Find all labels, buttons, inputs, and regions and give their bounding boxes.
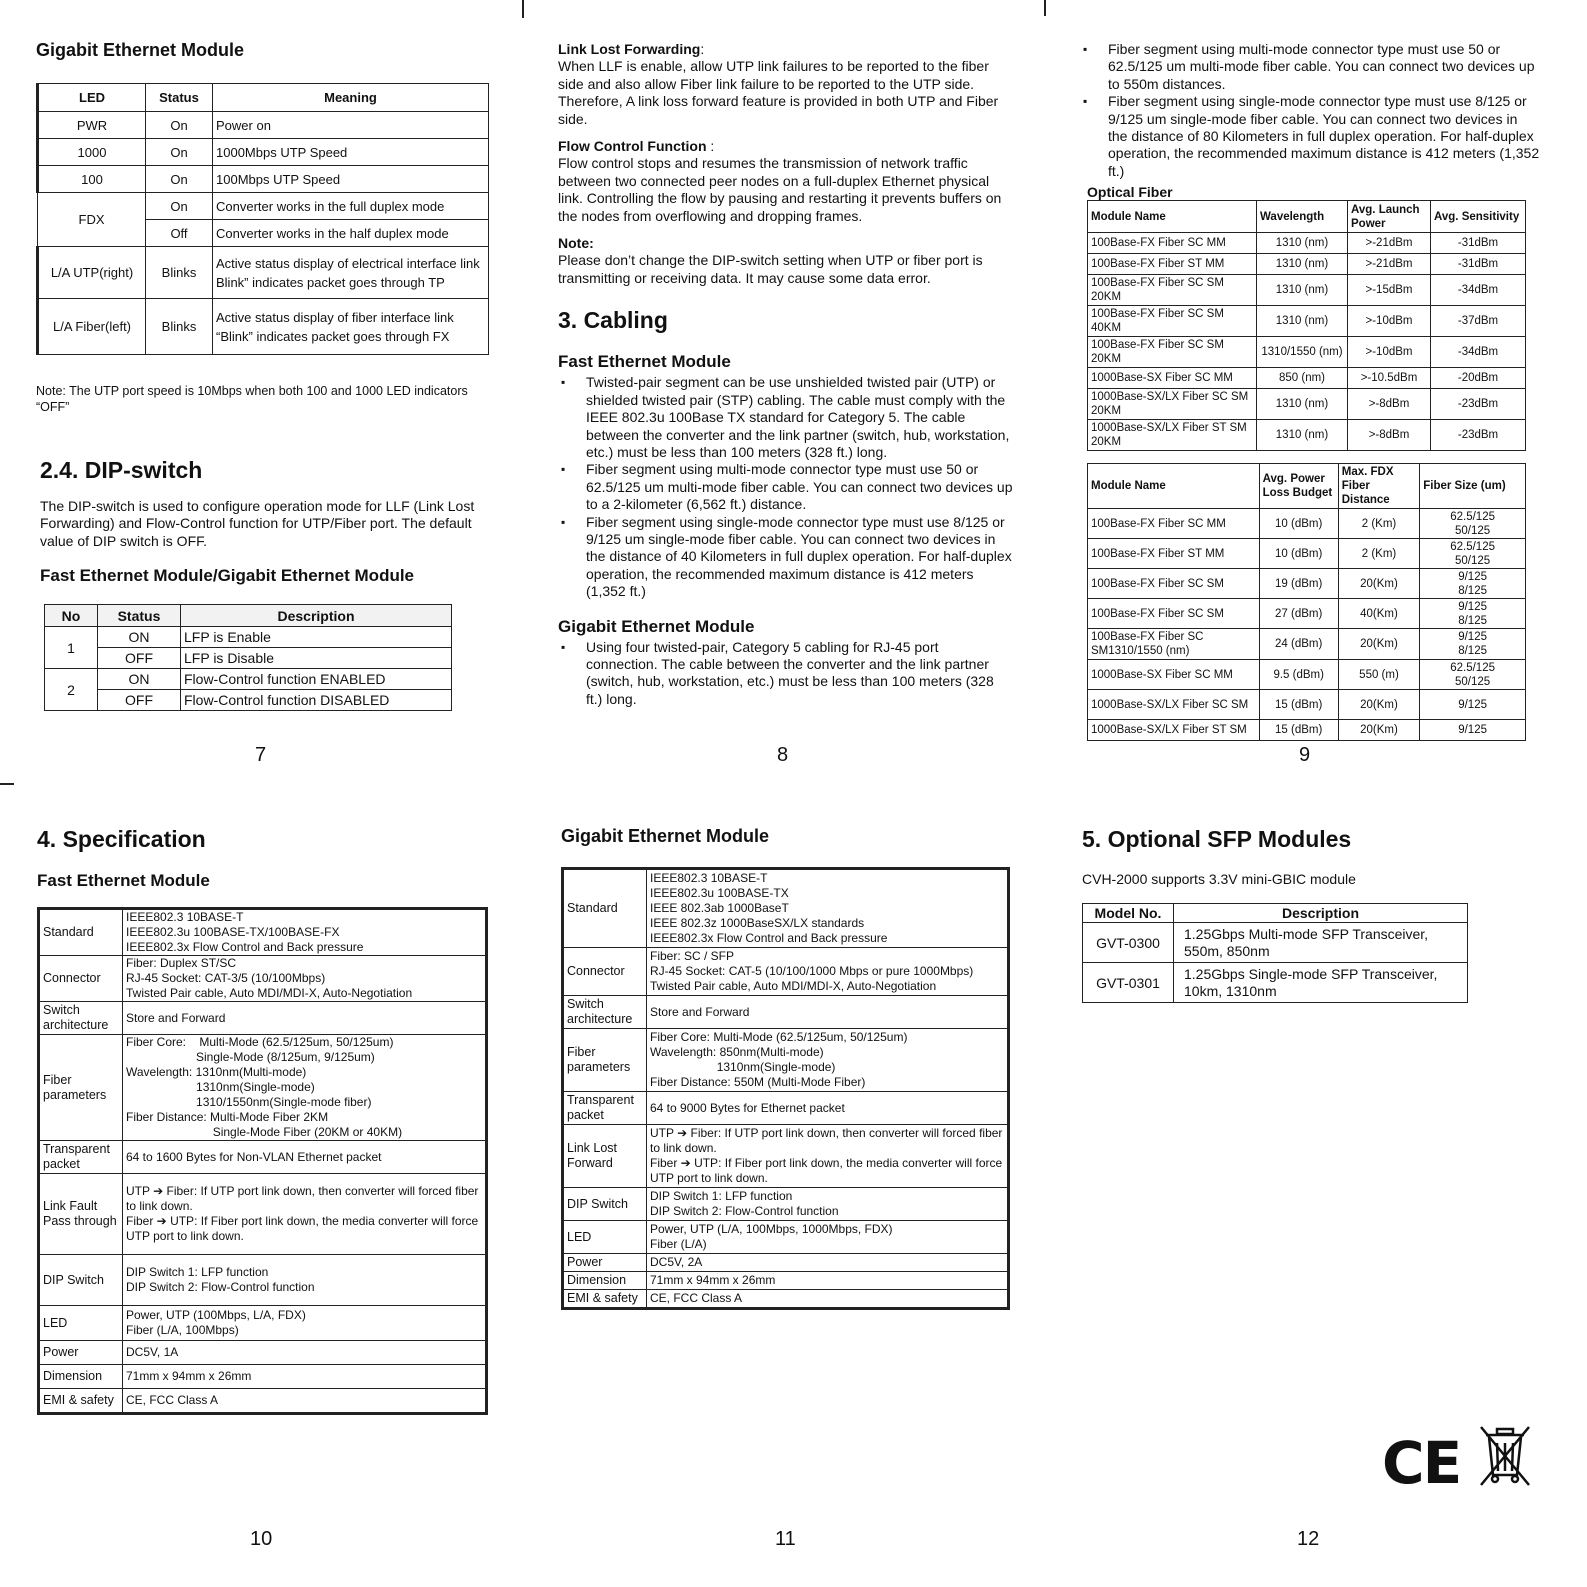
spec-value bbox=[647, 1272, 1009, 1290]
gigabit-ethernet-bullets bbox=[558, 639, 1013, 709]
opt1-cell: 1310 (nm) bbox=[1257, 306, 1348, 337]
opt2-cell: 62.5/125 50/125 bbox=[1420, 660, 1526, 690]
spec-value-line: Single-Mode (8/125um, 9/125um) bbox=[126, 1050, 375, 1064]
flow-control-title: Flow Control Function bbox=[558, 138, 707, 155]
description-col-header: Description bbox=[181, 605, 452, 627]
opt2-cell: 9/125 8/125 bbox=[1420, 629, 1526, 660]
spec-value bbox=[647, 869, 1009, 948]
spec-row bbox=[563, 1290, 1009, 1309]
led-cell: PWR bbox=[38, 112, 146, 139]
page-7 bbox=[36, 40, 491, 711]
optical-fiber-title: Optical Fiber bbox=[1087, 184, 1173, 201]
spec-value bbox=[647, 1092, 1009, 1125]
led-cell: 1000 bbox=[38, 139, 146, 166]
flow-control-text: Flow control stops and resumes the transmission of network traffic between two connected peer nodes on a full-duplex Ethernet physical link. Controlling the flow by pausing and restarting it prevents buffers on the nodes from overflowing and dropping frames. bbox=[558, 155, 1002, 224]
optical-table-1 bbox=[1087, 200, 1526, 451]
spec-row bbox=[563, 1029, 1009, 1092]
spec-row bbox=[563, 869, 1009, 948]
opt2-cell: 9/125 bbox=[1420, 720, 1526, 741]
opt1-cell: 1000Base-SX/LX Fiber ST SM 20KM bbox=[1088, 420, 1257, 451]
opt1-cell: 1000Base-SX/LX Fiber SC SM 20KM bbox=[1088, 389, 1257, 420]
opt2-cell: 1000Base-SX Fiber SC MM bbox=[1088, 660, 1260, 690]
opt2-cell: 9.5 (dBm) bbox=[1259, 660, 1338, 690]
dip-status-cell: ON bbox=[98, 627, 181, 648]
spec-label: LED bbox=[563, 1221, 647, 1254]
specification-heading: 4. Specification bbox=[37, 826, 206, 852]
spec-value bbox=[123, 1341, 487, 1365]
opt2-cell: 9/125 bbox=[1420, 690, 1526, 720]
top-cut-mark-left bbox=[522, 0, 524, 18]
spec-row bbox=[39, 1174, 487, 1255]
page-number-8: 8 bbox=[777, 744, 789, 766]
spec-row bbox=[563, 1188, 1009, 1221]
dip-desc-cell: Flow-Control function DISABLED bbox=[181, 690, 452, 711]
side-cut-mark bbox=[0, 783, 14, 785]
spec-value bbox=[123, 1306, 487, 1341]
meaning-cell: Active status display of fiber interface link “Blink” indicates packet goes through FX bbox=[213, 299, 489, 355]
spec-value-line: IEEE 802.3z 1000BaseSX/LX standards bbox=[650, 916, 865, 930]
opt2-cell: 62.5/125 50/125 bbox=[1420, 539, 1526, 569]
opt1-cell: -20dBm bbox=[1431, 368, 1526, 389]
opt2-cell: 2 (Km) bbox=[1338, 509, 1419, 539]
opt1-header: Module Name bbox=[1088, 201, 1257, 233]
spec-value-line: DC5V, 1A bbox=[126, 1345, 179, 1359]
spec-gigabit-title: Gigabit Ethernet Module bbox=[561, 826, 770, 846]
spec-row bbox=[39, 1255, 487, 1306]
spec-value-line: 1310nm(Single-mode) bbox=[650, 1060, 836, 1074]
page-number-10: 10 bbox=[250, 1528, 273, 1550]
opt2-cell: 100Base-FX Fiber ST MM bbox=[1088, 539, 1260, 569]
spec-row bbox=[563, 1125, 1009, 1188]
spec-value bbox=[123, 1174, 487, 1255]
spec-value-line: Wavelength: 850nm(Multi-mode) bbox=[650, 1045, 824, 1059]
opt1-cell: -23dBm bbox=[1431, 420, 1526, 451]
spec-value-line: IEEE802.3 10BASE-T bbox=[650, 871, 768, 885]
spec-value-line: Power, UTP (L/A, 100Mbps, 1000Mbps, FDX) bbox=[650, 1222, 893, 1236]
spec-value-line: RJ-45 Socket: CAT-3/5 (10/100Mbps) bbox=[126, 971, 326, 985]
opt1-cell: 100Base-FX Fiber SC SM 20KM bbox=[1088, 275, 1257, 306]
spec-row bbox=[39, 1141, 487, 1174]
spec-row bbox=[39, 909, 487, 956]
status-cell: Off bbox=[146, 220, 213, 247]
opt2-cell: 10 (dBm) bbox=[1259, 509, 1338, 539]
spec-value bbox=[123, 956, 487, 1002]
opt2-cell: 20(Km) bbox=[1338, 569, 1419, 599]
opt2-cell: 19 (dBm) bbox=[1259, 569, 1338, 599]
status-cell: Blinks bbox=[146, 247, 213, 299]
bullet-item: ▪ Twisted-pair segment can be use unshielded twisted pair (UTP) or shielded twisted pair (STP) cabling. The cable must comply with the IEEE 802.3u 100Base TX standard for Category 5. The cable between the converter and the link partner (switch, hub, workstation, etc.) must be less than 100 meters (328 ft.) long. bbox=[586, 374, 1013, 461]
spec-label: EMI & safety bbox=[563, 1290, 647, 1309]
model-cell: GVT-0300 bbox=[1083, 923, 1174, 963]
opt2-cell: 20(Km) bbox=[1338, 629, 1419, 660]
spec-value bbox=[647, 1029, 1009, 1092]
spec-label: Connector bbox=[563, 948, 647, 996]
spec-value-line: Store and Forward bbox=[650, 1004, 750, 1019]
spec-value bbox=[123, 909, 487, 956]
status-cell: On bbox=[146, 112, 213, 139]
spec-value bbox=[647, 1290, 1009, 1309]
page-number-9: 9 bbox=[1299, 744, 1311, 766]
page-number-12: 12 bbox=[1297, 1528, 1320, 1550]
status-cell: On bbox=[146, 193, 213, 220]
note-text: Please don’t change the DIP-switch setting when UTP or fiber port is transmitting or receiving data. It may cause some data error. bbox=[558, 252, 983, 286]
spec-value-line: 1310/1550nm(Single-mode fiber) bbox=[126, 1095, 372, 1109]
spec-table-fast-ethernet bbox=[37, 907, 488, 1415]
bullet-item: ▪ Using four twisted-pair, Category 5 cabling for RJ-45 port connection. The cable between the converter and the link partner (switch, hub, workstation, etc.) must be less than 100 meters (328 ft.) long. bbox=[586, 639, 1013, 709]
spec-value-line: 64 to 1600 Bytes for Non-VLAN Ethernet packet bbox=[126, 1149, 382, 1164]
spec-value-line: CE, FCC Class A bbox=[126, 1393, 219, 1407]
no-col-header: No bbox=[45, 605, 98, 627]
dip-desc-cell: Flow-Control function ENABLED bbox=[181, 669, 452, 690]
spec-value-line: 1310nm(Single-mode) bbox=[126, 1080, 315, 1094]
spec-value bbox=[647, 1254, 1009, 1272]
spec-value-line: IEEE 802.3ab 1000BaseT bbox=[650, 901, 789, 915]
spec-label: Dimension bbox=[563, 1272, 647, 1290]
opt1-cell: 1310 (nm) bbox=[1257, 420, 1348, 451]
description-cell: 1.25Gbps Single-mode SFP Transceiver, 10km, 1310nm bbox=[1174, 963, 1468, 1003]
ce-mark: CE bbox=[1382, 1429, 1461, 1497]
spec-label: Power bbox=[39, 1341, 123, 1365]
spec-value-line: Fiber: Duplex ST/SC bbox=[126, 956, 237, 970]
dip-desc-cell: LFP is Enable bbox=[181, 627, 452, 648]
weee-bin-icon bbox=[1477, 1423, 1533, 1489]
page-number-7: 7 bbox=[255, 744, 267, 766]
opt1-cell: 100Base-FX Fiber SC MM bbox=[1088, 233, 1257, 254]
spec-value bbox=[647, 948, 1009, 996]
opt1-cell: -34dBm bbox=[1431, 337, 1526, 368]
spec-label: Transparent packet bbox=[39, 1141, 123, 1174]
dip-status-cell: OFF bbox=[98, 690, 181, 711]
spec-label: Dimension bbox=[39, 1365, 123, 1389]
spec-label: DIP Switch bbox=[39, 1255, 123, 1306]
opt1-cell: -23dBm bbox=[1431, 389, 1526, 420]
spec-label: Link Fault Pass through bbox=[39, 1174, 123, 1255]
bullet-item: ▪ Fiber segment using single-mode connector type must use 8/125 or 9/125 um single-mode fiber cable. You can connect two devices in the distance of 80 Kilometers in full duplex operation. For half-duplex operation, the recommended maximum distance is 412 meters (1,352 ft.) bbox=[1108, 93, 1540, 180]
opt2-cell: 20(Km) bbox=[1338, 720, 1419, 741]
dip-no-cell: 2 bbox=[45, 669, 98, 711]
opt1-cell: 1310 (nm) bbox=[1257, 275, 1348, 306]
opt2-header: Module Name bbox=[1088, 464, 1260, 509]
spec-label: Standard bbox=[39, 909, 123, 956]
spec-value-line: Fiber (L/A, 100Mbps) bbox=[126, 1323, 239, 1337]
opt1-cell: >-8dBm bbox=[1348, 420, 1431, 451]
spec-value-line: Fiber ➔ UTP: If Fiber port link down, the media converter will force UTP port to link down. bbox=[126, 1214, 482, 1243]
page-number-11: 11 bbox=[775, 1528, 796, 1550]
spec-label: Transparent packet bbox=[563, 1092, 647, 1125]
opt2-cell: 40(Km) bbox=[1338, 599, 1419, 629]
opt1-cell: -37dBm bbox=[1431, 306, 1526, 337]
spec-value-line: IEEE802.3x Flow Control and Back pressure bbox=[650, 931, 888, 945]
opt1-cell: 100Base-FX Fiber SC SM 40KM bbox=[1088, 306, 1257, 337]
opt2-cell: 100Base-FX Fiber SC SM1310/1550 (nm) bbox=[1088, 629, 1260, 660]
spec-value bbox=[123, 1035, 487, 1141]
opt1-header: Wavelength bbox=[1257, 201, 1348, 233]
opt1-cell: 1310 (nm) bbox=[1257, 254, 1348, 275]
bullet-item: ▪ Fiber segment using multi-mode connector type must use 50 or 62.5/125 um multi-mode fiber cable. You can connect two devices up to a 2-kilometer (6,562 ft.) distance. bbox=[586, 461, 1013, 513]
spec-value-line: 71mm x 94mm x 26mm bbox=[126, 1369, 252, 1383]
opt1-cell: >-8dBm bbox=[1348, 389, 1431, 420]
opt1-cell: 100Base-FX Fiber ST MM bbox=[1088, 254, 1257, 275]
model-cell: GVT-0301 bbox=[1083, 963, 1174, 1003]
opt1-cell: >-10.5dBm bbox=[1348, 368, 1431, 389]
optical-table-2 bbox=[1087, 463, 1526, 741]
meaning-cell: Active status display of electrical interface link Blink” indicates packet goes through TP bbox=[213, 247, 489, 299]
spec-value bbox=[123, 1389, 487, 1414]
cabling-heading: 3. Cabling bbox=[558, 307, 668, 334]
spec-value bbox=[647, 1188, 1009, 1221]
page-10 bbox=[37, 826, 492, 1415]
dip-switch-table bbox=[44, 604, 452, 711]
spec-value-line: IEEE802.3u 100BASE-TX bbox=[650, 886, 789, 900]
spec-row bbox=[39, 1035, 487, 1141]
spec-label: Switch architecture bbox=[39, 1002, 123, 1035]
dip-desc-cell: LFP is Disable bbox=[181, 648, 452, 669]
status-cell: Blinks bbox=[146, 299, 213, 355]
spec-value-line: Twisted Pair cable, Auto MDI/MDI-X, Auto-Negotiation bbox=[126, 986, 413, 1000]
spec-label: Link Lost Forward bbox=[563, 1125, 647, 1188]
spec-value bbox=[123, 1365, 487, 1389]
led-cell: L/A Fiber(left) bbox=[38, 299, 146, 355]
page9-bullets bbox=[1080, 41, 1540, 180]
dip-status-cell: OFF bbox=[98, 648, 181, 669]
sfp-support-text: CVH-2000 supports 3.3V mini-GBIC module bbox=[1082, 871, 1356, 887]
opt2-cell: 1000Base-SX/LX Fiber ST SM bbox=[1088, 720, 1260, 741]
spec-value-line: UTP ➔ Fiber: If UTP port link down, then converter will forced fiber to link down. bbox=[650, 1126, 1006, 1155]
spec-label: Standard bbox=[563, 869, 647, 948]
opt2-cell: 9/125 8/125 bbox=[1420, 569, 1526, 599]
bullet-item: ▪ Fiber segment using single-mode connector type must use 8/125 or 9/125 um single-mode fiber cable. You can connect two devices in the distance of 40 Kilometers in full duplex operation. For half-duplex operation, the recommended maximum distance is 412 meters (1,352 ft.) bbox=[586, 514, 1013, 601]
spec-value-line: DIP Switch 2: Flow-Control function bbox=[650, 1204, 839, 1218]
opt2-cell: 15 (dBm) bbox=[1259, 720, 1338, 741]
opt1-cell: >-21dBm bbox=[1348, 233, 1431, 254]
page-9 bbox=[1080, 41, 1540, 741]
gigabit-ethernet-title: Gigabit Ethernet Module bbox=[558, 616, 755, 636]
note-title: Note: bbox=[558, 235, 594, 252]
opt1-cell: 1310 (nm) bbox=[1257, 233, 1348, 254]
opt1-cell: 1310 (nm) bbox=[1257, 389, 1348, 420]
spec-value-line: 64 to 9000 Bytes for Ethernet packet bbox=[650, 1100, 845, 1115]
spec-value-line: IEEE802.3x Flow Control and Back pressure bbox=[126, 940, 364, 954]
llf-text: When LLF is enable, allow UTP link failures to be reported to the fiber side and also allow Fiber link failure to be reported to the UTP side. Therefore, A link loss forward feature is provided in both UTP and Fiber side. bbox=[558, 58, 999, 127]
opt1-cell: >-10dBm bbox=[1348, 337, 1431, 368]
spec-row bbox=[563, 1221, 1009, 1254]
opt2-header: Fiber Size (um) bbox=[1420, 464, 1526, 509]
led-col-header: LED bbox=[38, 84, 146, 112]
spec-value-line: Wavelength: 1310nm(Multi-mode) bbox=[126, 1065, 307, 1079]
sfp-table bbox=[1082, 903, 1468, 1003]
led-cell: FDX bbox=[38, 193, 146, 247]
spec-value-line: Fiber Distance: Multi-Mode Fiber 2KM bbox=[126, 1110, 329, 1124]
opt2-cell: 24 (dBm) bbox=[1259, 629, 1338, 660]
spec-value bbox=[123, 1141, 487, 1174]
spec-row bbox=[39, 956, 487, 1002]
spec-row bbox=[39, 1365, 487, 1389]
opt1-cell: >-10dBm bbox=[1348, 306, 1431, 337]
opt2-cell: 15 (dBm) bbox=[1259, 690, 1338, 720]
opt2-cell: 100Base-FX Fiber SC SM bbox=[1088, 569, 1260, 599]
spec-value bbox=[647, 1125, 1009, 1188]
opt1-cell: >-15dBm bbox=[1348, 275, 1431, 306]
spec-value-line: Store and Forward bbox=[126, 1010, 226, 1025]
opt2-cell: 9/125 8/125 bbox=[1420, 599, 1526, 629]
bullet-item: ▪ Fiber segment using multi-mode connector type must use 50 or 62.5/125 um multi-mode fiber cable. You can connect two devices up to 550m distances. bbox=[1108, 41, 1540, 93]
spec-value-line: Single-Mode Fiber (20KM or 40KM) bbox=[126, 1125, 403, 1139]
spec-value bbox=[123, 1002, 487, 1035]
description-col-header: Description bbox=[1174, 904, 1468, 923]
opt1-header: Avg. Sensitivity bbox=[1431, 201, 1526, 233]
spec-value-line: DC5V, 2A bbox=[650, 1255, 703, 1269]
opt1-cell: -31dBm bbox=[1431, 254, 1526, 275]
spec-fast-ethernet-title: Fast Ethernet Module bbox=[37, 871, 210, 890]
model-col-header: Model No. bbox=[1083, 904, 1174, 923]
spec-value bbox=[123, 1255, 487, 1306]
spec-row bbox=[39, 1389, 487, 1414]
spec-row bbox=[563, 1254, 1009, 1272]
optional-sfp-heading: 5. Optional SFP Modules bbox=[1082, 826, 1352, 852]
opt1-cell: 1000Base-SX Fiber SC MM bbox=[1088, 368, 1257, 389]
utp-speed-note: Note: The UTP port speed is 10Mbps when both 100 and 1000 LED indicators “OFF” bbox=[36, 384, 468, 414]
status-col-header: Status bbox=[146, 84, 213, 112]
spec-value-line: DIP Switch 2: Flow-Control function bbox=[126, 1280, 315, 1294]
spec-value-line: 71mm x 94mm x 26mm bbox=[650, 1273, 776, 1287]
dip-status-cell: ON bbox=[98, 669, 181, 690]
spec-label: Power bbox=[563, 1254, 647, 1272]
fast-ethernet-title: Fast Ethernet Module bbox=[558, 352, 731, 372]
spec-label: EMI & safety bbox=[39, 1389, 123, 1414]
opt1-cell: -34dBm bbox=[1431, 275, 1526, 306]
page7-title: Gigabit Ethernet Module bbox=[36, 40, 245, 60]
spec-value-line: Power, UTP (100Mbps, L/A, FDX) bbox=[126, 1308, 306, 1322]
spec-row bbox=[563, 1092, 1009, 1125]
spec-label: Fiber parameters bbox=[563, 1029, 647, 1092]
spec-label: Switch architecture bbox=[563, 996, 647, 1029]
spec-value-line: Fiber Distance: 550M (Multi-Mode Fiber) bbox=[650, 1075, 866, 1089]
spec-value-line: RJ-45 Socket: CAT-5 (10/100/1000 Mbps or pure 1000Mbps) bbox=[650, 964, 974, 978]
status-cell: On bbox=[146, 139, 213, 166]
spec-value-line: Fiber Core: Multi-Mode (62.5/125um, 50/125um) bbox=[650, 1030, 908, 1044]
spec-label: LED bbox=[39, 1306, 123, 1341]
spec-table-gigabit-ethernet bbox=[561, 867, 1010, 1310]
spec-row bbox=[39, 1341, 487, 1365]
meaning-cell: 1000Mbps UTP Speed bbox=[213, 139, 489, 166]
spec-value-line: Fiber Core: Multi-Mode (62.5/125um, 50/125um) bbox=[126, 1035, 394, 1049]
page-12 bbox=[1082, 826, 1542, 1003]
spec-row bbox=[39, 1002, 487, 1035]
status-cell: On bbox=[146, 166, 213, 193]
spec-value-line: DIP Switch 1: LFP function bbox=[126, 1265, 269, 1279]
meaning-cell: 100Mbps UTP Speed bbox=[213, 166, 489, 193]
dip-switch-text: The DIP-switch is used to configure operation mode for LLF (Link Lost Forwarding) and Flow-Control function for UTP/Fiber port. The default value of DIP switch is OFF. bbox=[40, 498, 475, 549]
dip-switch-subtitle: Fast Ethernet Module/Gigabit Ethernet Module bbox=[40, 566, 415, 586]
spec-value-line: DIP Switch 1: LFP function bbox=[650, 1189, 793, 1203]
opt1-header: Avg. Launch Power bbox=[1348, 201, 1431, 233]
spec-value-line: Fiber: SC / SFP bbox=[650, 949, 735, 963]
spec-row bbox=[563, 1272, 1009, 1290]
spec-value bbox=[647, 996, 1009, 1029]
spec-value-line: UTP ➔ Fiber: If UTP port link down, then converter will forced fiber to link down. bbox=[126, 1184, 482, 1213]
led-cell: L/A UTP(right) bbox=[38, 247, 146, 299]
opt1-cell: >-21dBm bbox=[1348, 254, 1431, 275]
spec-value-line: Fiber ➔ UTP: If Fiber port link down, the media converter will force UTP port to link down. bbox=[650, 1156, 1006, 1185]
spec-row bbox=[563, 948, 1009, 996]
opt2-cell: 27 (dBm) bbox=[1259, 599, 1338, 629]
opt2-header: Max. FDX Fiber Distance bbox=[1338, 464, 1419, 509]
fast-ethernet-bullets bbox=[558, 374, 1013, 600]
meaning-cell: Converter works in the full duplex mode bbox=[213, 193, 489, 220]
spec-value-line: Twisted Pair cable, Auto MDI/MDI-X, Auto-Negotiation bbox=[650, 979, 937, 993]
opt2-cell: 2 (Km) bbox=[1338, 539, 1419, 569]
top-cut-mark-right bbox=[1044, 0, 1046, 16]
spec-label: Connector bbox=[39, 956, 123, 1002]
opt2-cell: 550 (m) bbox=[1338, 660, 1419, 690]
opt1-cell: 100Base-FX Fiber SC SM 20KM bbox=[1088, 337, 1257, 368]
spec-row bbox=[563, 996, 1009, 1029]
spec-value-line: Fiber (L/A) bbox=[650, 1237, 707, 1251]
dip-switch-heading: 2.4. DIP-switch bbox=[40, 457, 203, 483]
spec-label: DIP Switch bbox=[563, 1188, 647, 1221]
opt1-cell: 850 (nm) bbox=[1257, 368, 1348, 389]
meaning-cell: Converter works in the half duplex mode bbox=[213, 220, 489, 247]
opt2-header: Avg. Power Loss Budget bbox=[1259, 464, 1338, 509]
status-col-header: Status bbox=[98, 605, 181, 627]
opt2-cell: 100Base-FX Fiber SC SM bbox=[1088, 599, 1260, 629]
spec-value bbox=[647, 1221, 1009, 1254]
opt1-cell: 1310/1550 (nm) bbox=[1257, 337, 1348, 368]
spec-value-line: IEEE802.3 10BASE-T bbox=[126, 910, 244, 924]
description-cell: 1.25Gbps Multi-mode SFP Transceiver, 550m, 850nm bbox=[1174, 923, 1468, 963]
page-8: Link Lost Forwarding: When LLF is enable, allow UTP link failures to be reported to the fiber side and also allow Fiber link failure to be reported to the UTP side. Therefore, A link loss forward feature is provided in both UTP and Fiber side. Flow Control Function : Flow control stops and resumes the transmission of network traffic between two connected peer nodes on a full-duplex Ethernet physical link. Controlling the flow by pausing and restarting it prevents buffers on the nodes from overflowing and dropping frames. Note: Please don’t change the DIP-switch setting when UTP or fiber port is transmitting or receiving data. It may cause some data error. 3. Cabling Fast Ethernet Module ▪ Twisted-pair segment can be use unshielded twisted pair (UTP) or shielded twisted pair (STP) cabling. The cable must comply with the IEEE 802.3u 100Base TX standard for Category 5. The cable between the converter and the link partner (switch, hub, workstation, etc.) must be less than 100 meters (328 ft.) long. ▪ Fiber segment using multi-mode connector type must use 50 or 62.5/125 um multi-mode fiber cable. You can connect two devices up to a 2-kilometer (6,562 ft.) distance. ▪ Fiber segment using single-mode connector type must use 8/125 or 9/125 um single-mode fiber cable. You can connect two devices in the distance of 40 Kilometers in full duplex operation. For half-duplex operation, the recommended maximum distance is 412 meters (1,352 ft.) Gigabit Ethernet Module ▪ Using four twisted-pair, Category 5 cabling for RJ-45 port connection. The cable between the converter and the link partner (switch, hub, workstation, etc.) must be less than 100 meters (328 ft.) long. bbox=[558, 41, 1013, 708]
spec-value-line: IEEE802.3u 100BASE-TX/100BASE-FX bbox=[126, 925, 340, 939]
llf-title: Link Lost Forwarding bbox=[558, 41, 701, 57]
opt2-cell: 62.5/125 50/125 bbox=[1420, 509, 1526, 539]
meaning-cell: Power on bbox=[213, 112, 489, 139]
opt2-cell: 1000Base-SX/LX Fiber SC SM bbox=[1088, 690, 1260, 720]
spec-label: Fiber parameters bbox=[39, 1035, 123, 1141]
page-11 bbox=[561, 826, 1016, 1310]
opt2-cell: 10 (dBm) bbox=[1259, 539, 1338, 569]
opt2-cell: 100Base-FX Fiber SC MM bbox=[1088, 509, 1260, 539]
spec-row bbox=[39, 1306, 487, 1341]
spec-value-line: CE, FCC Class A bbox=[650, 1291, 743, 1305]
dip-no-cell: 1 bbox=[45, 627, 98, 669]
meaning-col-header: Meaning bbox=[213, 84, 489, 112]
led-cell: 100 bbox=[38, 166, 146, 193]
opt2-cell: 20(Km) bbox=[1338, 690, 1419, 720]
opt1-cell: -31dBm bbox=[1431, 233, 1526, 254]
led-table bbox=[36, 83, 489, 355]
